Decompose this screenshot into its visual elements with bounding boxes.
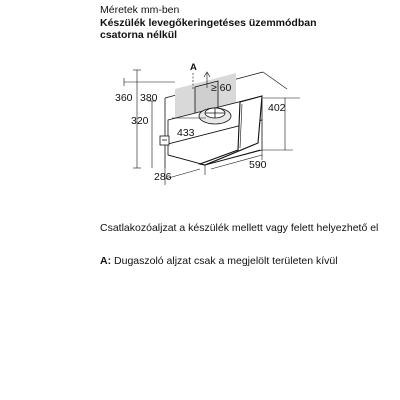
dim-433: 433 — [177, 127, 195, 139]
dim-402: 402 — [268, 102, 286, 114]
socket-label-a: A — [190, 62, 197, 73]
key-a-label: A: — [100, 255, 112, 267]
key-a-note — [100, 255, 400, 268]
dim-360: 360 — [115, 92, 133, 104]
dim-380: 380 — [140, 92, 158, 104]
diagram-subtitle: csatorna nélkül — [100, 29, 178, 41]
placement-note: Csatlakozóaljzat a készülék mellett vagy felett helyezhető el — [100, 222, 379, 234]
dim-286: 286 — [154, 171, 172, 183]
dim-590: 590 — [249, 159, 267, 171]
units-note: Méretek mm-ben — [100, 4, 180, 16]
key-a-text: Dugaszoló aljzat csak a megjelölt területen kívül — [114, 255, 338, 267]
dim-320: 320 — [131, 115, 149, 127]
diagram-title: Készülék levegőkeringetéses üzemmódban — [100, 16, 317, 29]
socket-symbol — [160, 136, 169, 145]
dim-min-above: ≥ 60 — [211, 82, 232, 94]
